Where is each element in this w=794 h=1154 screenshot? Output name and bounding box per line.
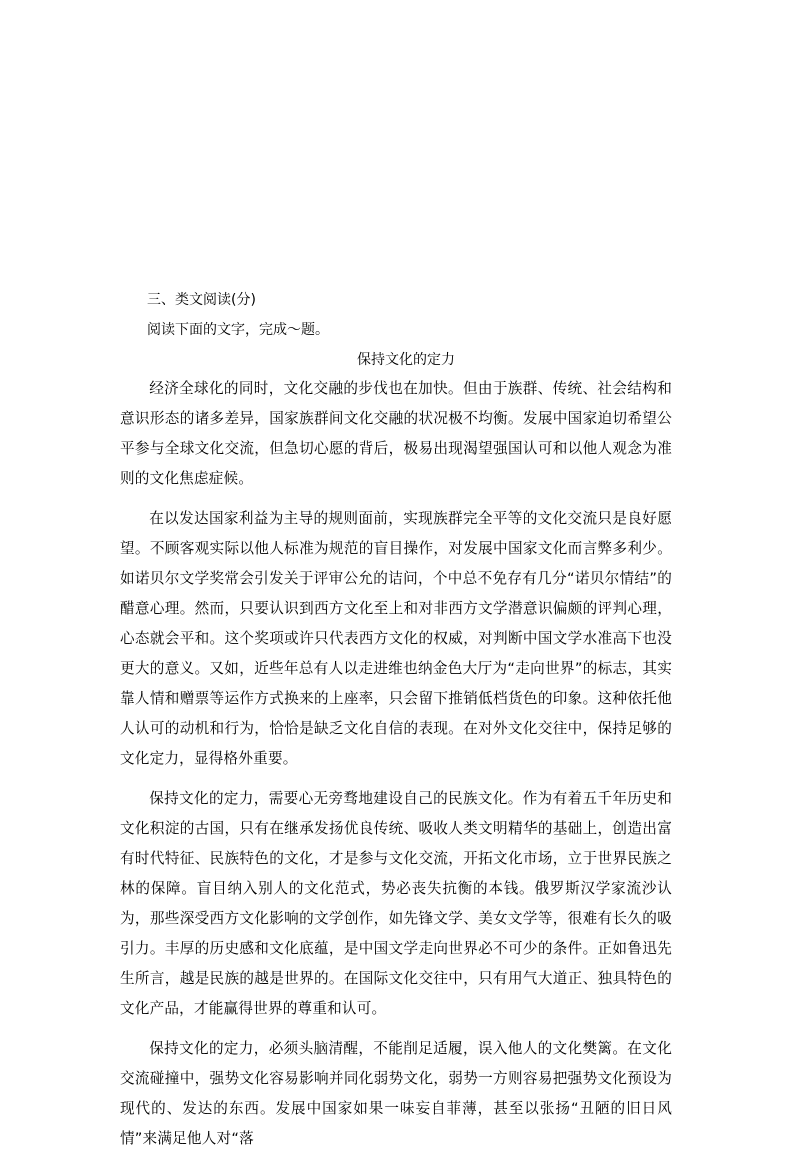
reading-instruction: 阅读下面的文字，完成～题。 bbox=[147, 322, 329, 338]
article-paragraph-4: 保持文化的定力，必须头脑清醒，不能削足适履，误入他人的文化樊篱。在文化交流碰撞中，强势文化容易影响并同化弱势文化，弱势一方则容易把强势文化预设为现代的、发达的东西。发展中国家如果一味妄自菲薄，甚至以张扬“丑陋的旧日风情”来满足他人对“落 bbox=[120, 1040, 672, 1147]
section-heading: 三、类文阅读(分) bbox=[147, 292, 256, 308]
article-paragraph-3: 保持文化的定力，需要心无旁骛地建设自己的民族文化。作为有着五千年历史和文化积淀的古国，只有在继承发扬优良传统、吸收人类文明精华的基础上，创造出富有时代特征、民族特色的文化，才是参与文化交流，开拓文化市场，立于世界民族之林的保障。盲目纳入别人的文化范式，势必丧失抗衡的本钱。俄罗斯汉学家流沙认为，那些深受西方文化影响的文学创作，如先锋文学、美女文学等，很难有长久的吸引力。丰厚的历史感和文化底蕴，是中国文学走向世界必不可少的条件。正如鲁迅先生所言，越是民族的越是世界的。在国际文化交往中，只有用气大道正、独具特色的文化产品，才能赢得世界的尊重和认可。 bbox=[120, 790, 672, 1017]
article-paragraph-2: 在以发达国家利益为主导的规则面前，实现族群完全平等的文化交流只是良好愿望。不顾客观实际以他人标准为规范的盲目操作，对发展中国家文化而言弊多利少。如诺贝尔文学奖常会引发关于评审公允的诘问，个中总不免存有几分“诺贝尔情结”的醋意心理。然而，只要认识到西方文化至上和对非西方文学潜意识偏颇的评判心理，心态就会平和。这个奖项或许只代表西方文化的权威，对判断中国文学水准高下也没更大的意义。又如，近些年总有人以走进维也纳金色大厅为“走向世界”的标志，其实靠人情和赠票等运作方式换来的上座率，只会留下推销低档货色的印象。这种依托他人认可的动机和行为，恰恰是缺乏文化自信的表现。在对外文化交往中，保持足够的文化定力，显得格外重要。 bbox=[120, 510, 672, 767]
article-paragraph-1: 经济全球化的同时，文化交融的步伐也在加快。但由于族群、传统、社会结构和意识形态的诸多差异，国家族群间文化交融的状况极不均衡。发展中国家迫切希望公平参与全球文化交流，但急切心愿的背后，极易出现渴望强国认可和以他人观念为准则的文化焦虑症候。 bbox=[120, 380, 672, 487]
reading-section bbox=[120, 290, 672, 1154]
article-title: 保持文化的定力 bbox=[357, 352, 455, 368]
